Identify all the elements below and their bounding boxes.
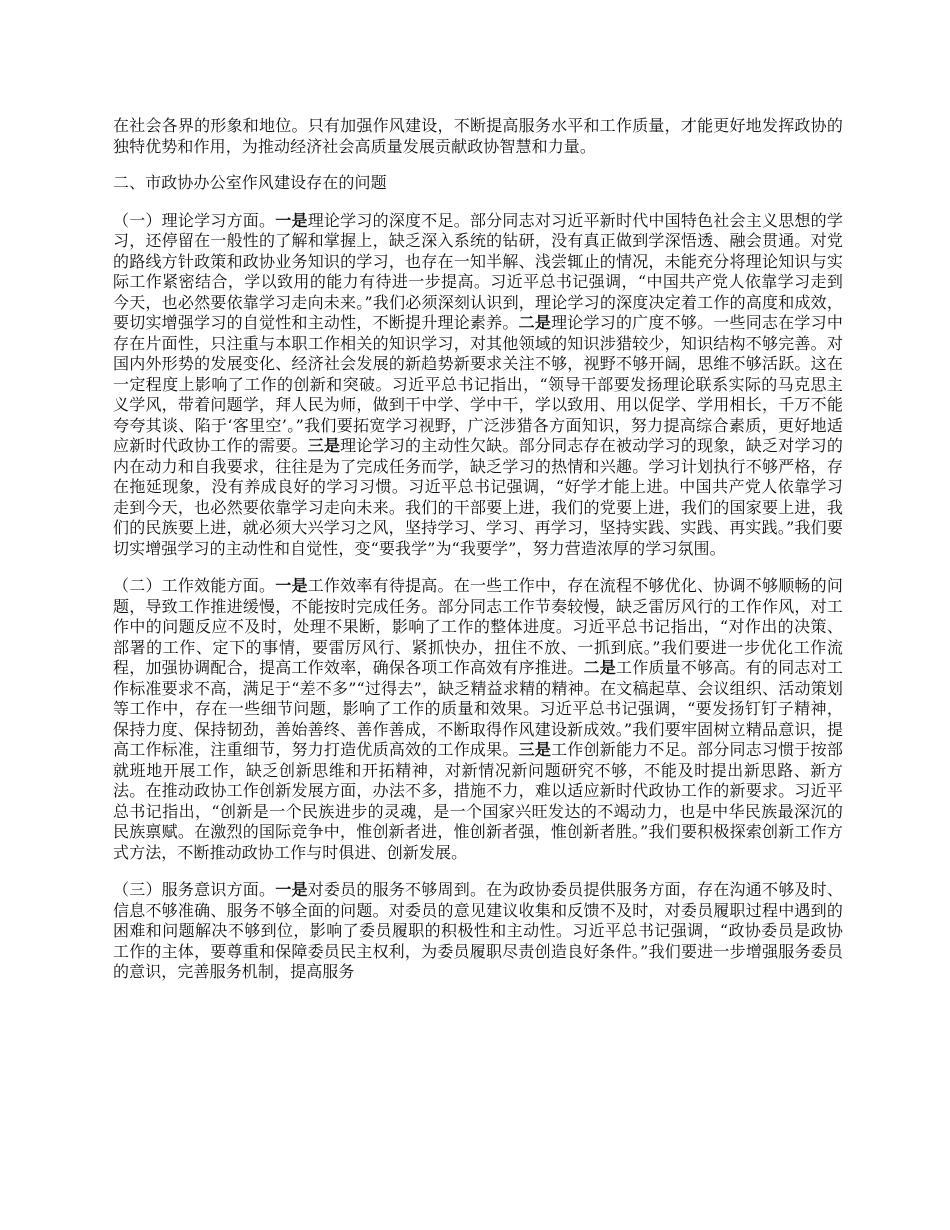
point-marker: 二是 (518, 313, 552, 332)
point-marker: 三是 (518, 740, 552, 759)
document-body (113, 116, 843, 1000)
paragraph-text: 对委员的服务不够周到。在为政协委员提供服务方面，存在沟通不够及时、信息不够准确、服务不够全面的问题。对委员的意见建议收集和反馈不及时，对委员履职过程中遇到的困难和问题解决不够到位，影响了委员履职的积极性和主动性。习近平总书记强调，“政协委员是政协工作的主体，要尊重和保障委员民主权利，为委员履职尽责创造良好条件。”我们要进一步增强服务委员的意识，完善服务机制，提高服务 (113, 880, 843, 981)
paragraph-text: （二）工作效能方面。 (113, 576, 276, 595)
point-marker: 二是 (583, 658, 616, 677)
point-marker: 一是 (275, 576, 308, 595)
paragraph-text: （一）理论学习方面。 (113, 210, 276, 230)
point-marker: 三是 (307, 436, 341, 455)
body-paragraph (113, 576, 843, 863)
section-heading: 二、市政协办公室作风建设存在的问题 (113, 173, 387, 192)
body-paragraph (113, 880, 843, 983)
paragraph-text: 工作效率有待提高。在一些工作中，存在流程不够优化、协调不够顺畅的问题，导致工作推进缓慢，不能按时完成任务。部分同志工作节奏较慢，缺乏雷厉风行的工作作风，对工作中的问题反应不及时，处理不果断，影响了工作的整体进度。习近平总书记指出，“对作出的决策、部署的工作、定下的事情，要雷厉风行、紧抓快办，扭住不放、一抓到底。”我们要进一步优化工作流程，加强协调配合，提高工作效率，确保各项工作高效有序推进。 (113, 576, 843, 677)
paragraph-list (113, 211, 843, 983)
paragraph-text: 理论学习的深度不足。部分同志对习近平新时代中国特色社会主义思想的学习，还停留在一般性的了解和掌握上，缺乏深入系统的钻研，没有真正做到学深悟透、融会贯通。对党的路线方针政策和政协业务知识的学习，也存在一知半解、浅尝辄止的情况，未能充分将理论知识与实际工作紧密结合，学以致用的能力有待进一步提高。习近平总书记强调，“中国共产党人依靠学习走到今天，也必然要依靠学习走向未来。”我们必须深刻认识到，理论学习的深度决定着工作的高度和成效，要切实增强学习的自觉性和主动性，不断提升理论素养。 (113, 210, 843, 332)
paragraph-text: 理论学习的主动性欠缺。部分同志存在被动学习的现象，缺乏对学习的内在动力和自我要求，往往是为了完成任务而学，缺乏学习的热情和兴趣。学习计划执行不够严格，存在拖延现象，没有养成良好的学习习惯。习近平总书记强调，“好学才能上进。中国共产党人依靠学习走到今天，也必然要依靠学习走向未来。我们的干部要上进，我们的党要上进，我们的国家要上进，我们的民族要上进，就必须大兴学习之风，坚持学习、学习、再学习，坚持实践、实践、再实践。”我们要切实增强学习的主动性和自觉性，变“要我学”为“我要学”，努力营造浓厚的学习氛围。 (113, 436, 843, 558)
intro-paragraph: 在社会各界的形象和地位。只有加强作风建设，不断提高服务水平和工作质量，才能更好地发挥政协的独特优势和作用，为推动经济社会高质量发展贡献政协智慧和力量。 (113, 116, 843, 156)
paragraph-text: 理论学习的广度不够。一些同志在学习中存在片面性，只注重与本职工作相关的知识学习，对其他领域的知识涉猎较少，知识结构不够完善。对国内外形势的发展变化、经济社会发展的新趋势新要求关注不够，视野不够开阔，思维不够活跃。这在一定程度上影响了工作的创新和突破。习近平总书记指出，“领导干部要发扬理论联系实际的马克思主义学风，带着问题学，拜人民为师，做到干中学、学中干，学以致用、用以促学、学用相长，千万不能夸夸其谈、陷于‘客里空’。”我们要拓宽学习视野，广泛涉猎各方面知识，努力提高综合素质，更好地适应新时代政协工作的需要。 (113, 313, 843, 455)
paragraph-text: 工作质量不够高。有的同志对工作标准要求不高，满足于“差不多”“过得去”，缺乏精益求精的精神。在文稿起草、会议组织、活动策划等工作中，存在一些细节问题，影响了工作的质量和效果。习近平总书记强调，“要发扬钉钉子精神，保持力度、保持韧劲，善始善终、善作善成，不断取得作风建设新成效。”我们要牢固树立精品意识，提高工作标准，注重细节，努力打造优质高效的工作成果。 (113, 658, 843, 759)
body-paragraph (113, 211, 843, 560)
paragraph-text: （三）服务意识方面。 (113, 880, 276, 899)
paragraph-text: 工作创新能力不足。部分同志习惯于按部就班地开展工作，缺乏创新思维和开拓精神，对新情况新问题研究不够，不能及时提出新思路、新方法。在推动政协工作创新发展方面，办法不多，措施不力，难以适应新时代政协工作的新要求。习近平总书记指出，“创新是一个民族进步的灵魂，是一个国家兴旺发达的不竭动力，也是中华民族最深沉的民族禀赋。在激烈的国际竞争中，惟创新者进，惟创新者强，惟创新者胜。”我们要积极探索创新工作方式方法，不断推动政协工作与时俱进、创新发展。 (113, 740, 843, 862)
point-marker: 一是 (275, 210, 308, 230)
point-marker: 一是 (275, 880, 308, 899)
